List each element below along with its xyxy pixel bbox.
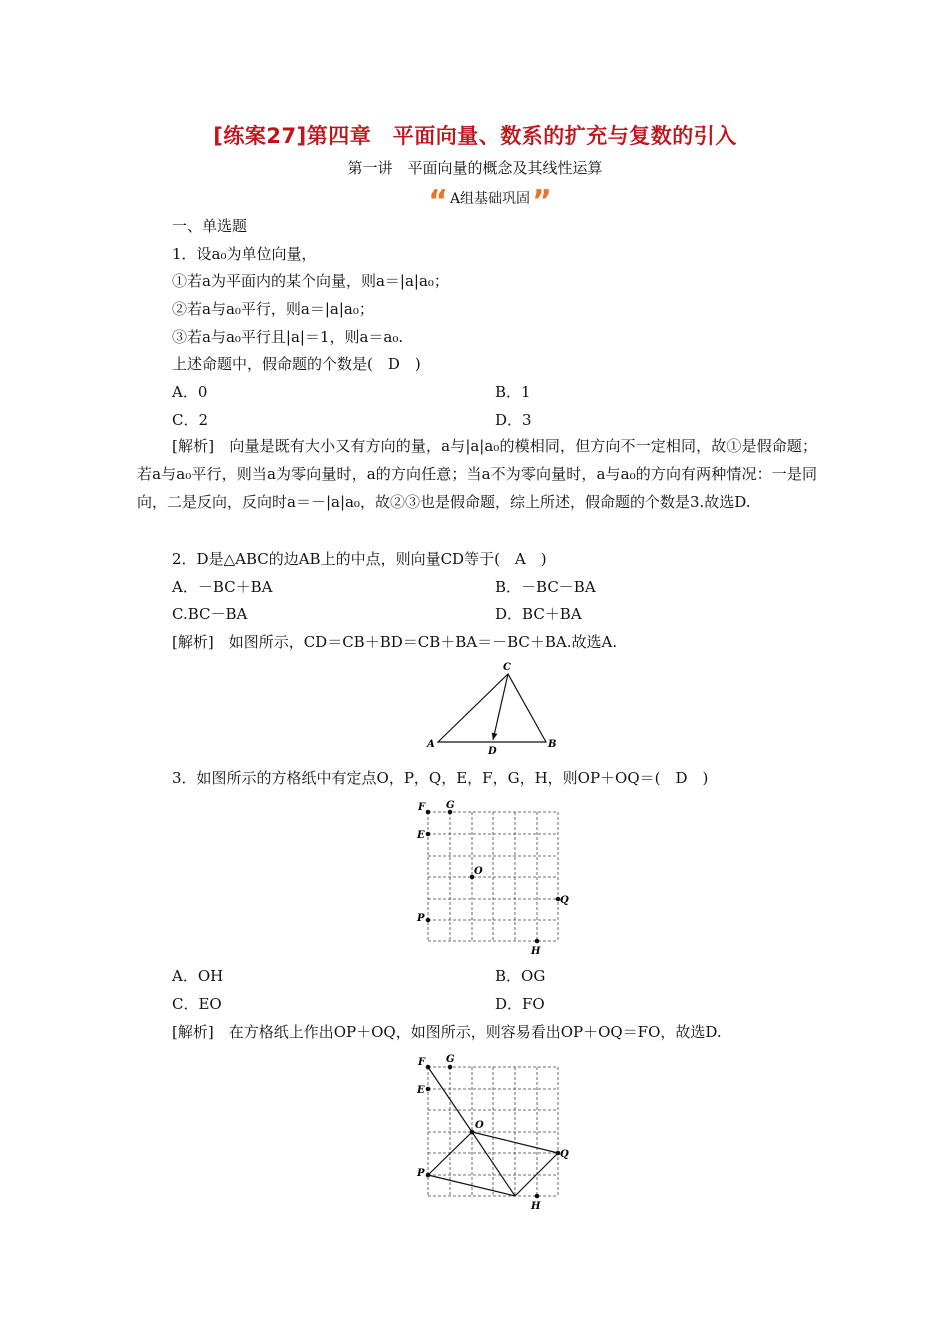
- q2-option-b: B．－BC－BA: [495, 578, 596, 596]
- open-quote-icon: “: [428, 184, 448, 219]
- q2-option-c: C.BC－BA: [172, 605, 248, 623]
- label-p: P: [417, 913, 425, 924]
- point-p: [426, 1173, 431, 1178]
- section-label: A组基础巩固: [449, 191, 531, 207]
- q2-option-d: D．BC＋BA: [495, 605, 582, 623]
- point-p: [426, 918, 431, 923]
- label-g: G: [446, 1054, 455, 1065]
- q1-option-d: D．3: [495, 411, 532, 429]
- triangle-figure: [420, 656, 570, 758]
- q1-option-b: B．1: [495, 383, 531, 401]
- q1-stem: 1．设a₀为单位向量，: [172, 245, 317, 263]
- page-title: [练案27]第四章 平面向量、数系的扩充与复数的引入: [213, 124, 737, 148]
- grid-figure-2: [410, 1050, 580, 1214]
- label-h: H: [531, 1201, 541, 1212]
- point-f: [426, 1065, 431, 1070]
- label-a: A: [427, 739, 435, 750]
- q3-option-d: D．FO: [495, 995, 545, 1013]
- point-g: [448, 1065, 453, 1070]
- point-f: [426, 810, 431, 815]
- q1-option-a: A．0: [172, 383, 208, 401]
- label-h: H: [531, 946, 541, 957]
- point-h: [535, 939, 540, 944]
- q3-option-c: C．EO: [172, 995, 222, 1013]
- grid-lines: [428, 1067, 558, 1196]
- vector-sum: [472, 1132, 515, 1196]
- grid-figure-1: [410, 796, 580, 958]
- q1-question: 上述命题中，假命题的个数是( D ): [172, 355, 421, 373]
- label-q: Q: [560, 895, 569, 906]
- label-o: O: [475, 1120, 484, 1131]
- q1-analysis: [解析] 向量是既有大小又有方向的量，a与|a|a₀的模相同，但方向不一定相同，故①是假命题；若a与a₀平行，则当a为零向量时，a的方向任意；当a不为零向量时，a与a₀的方向有两种情况：一是同向，二是反向，反向时a＝－|a|a₀，故②③也是假命题，综上所述，假命题的个数是3.故选D.: [137, 437, 817, 511]
- point-o: [470, 1130, 475, 1135]
- point-e: [426, 1087, 431, 1092]
- label-e: E: [417, 830, 425, 841]
- label-q: Q: [560, 1149, 569, 1160]
- label-f: F: [418, 1057, 426, 1068]
- point-h: [535, 1194, 540, 1199]
- q1-proposition-3: ③若a与a₀平行且|a|＝1，则a＝a₀.: [172, 328, 404, 346]
- q1-proposition-2: ②若a与a₀平行，则a＝|a|a₀；: [172, 300, 374, 318]
- label-p: P: [417, 1168, 425, 1179]
- label-b: B: [548, 739, 557, 750]
- vector-construction: [428, 1067, 558, 1196]
- q3-stem: 3．如图所示的方格纸中有定点O，P，Q，E，F，G，H，则OP＋OQ＝( D ): [172, 769, 709, 787]
- part-heading: 一、单选题: [172, 217, 248, 235]
- label-f: F: [418, 802, 426, 813]
- q1-proposition-1: ①若a为平面内的某个向量，则a＝|a|a₀；: [172, 272, 449, 290]
- q3-option-b: B．OG: [495, 967, 546, 985]
- label-o: O: [474, 866, 483, 877]
- grid-lines: [428, 812, 558, 941]
- close-quote-icon: ”: [532, 184, 552, 219]
- side-q: [515, 1153, 558, 1196]
- label-c: C: [503, 662, 511, 673]
- page-subtitle: 第一讲 平面向量的概念及其线性运算: [347, 159, 603, 177]
- triangle-abc: [438, 674, 546, 742]
- q3-analysis: [解析] 在方格纸上作出OP＋OQ，如图所示，则容易看出OP＋OQ＝FO，故选D.: [172, 1023, 722, 1041]
- side-p: [428, 1175, 515, 1196]
- q2-analysis: [解析] 如图所示，CD＝CB＋BD＝CB＋BA＝－BC＋BA.故选A.: [172, 633, 618, 651]
- point-e: [426, 832, 431, 837]
- q3-option-a: A．OH: [172, 967, 224, 985]
- vector-cd: [493, 674, 508, 740]
- label-g: G: [446, 800, 455, 811]
- label-e: E: [417, 1085, 425, 1096]
- q1-option-c: C．2: [172, 411, 209, 429]
- q2-stem: 2．D是△ABC的边AB上的中点，则向量CD等于( A ): [172, 550, 547, 568]
- q2-option-a: A．－BC＋BA: [172, 578, 273, 596]
- label-d: D: [488, 746, 497, 757]
- section-badge: [415, 184, 565, 219]
